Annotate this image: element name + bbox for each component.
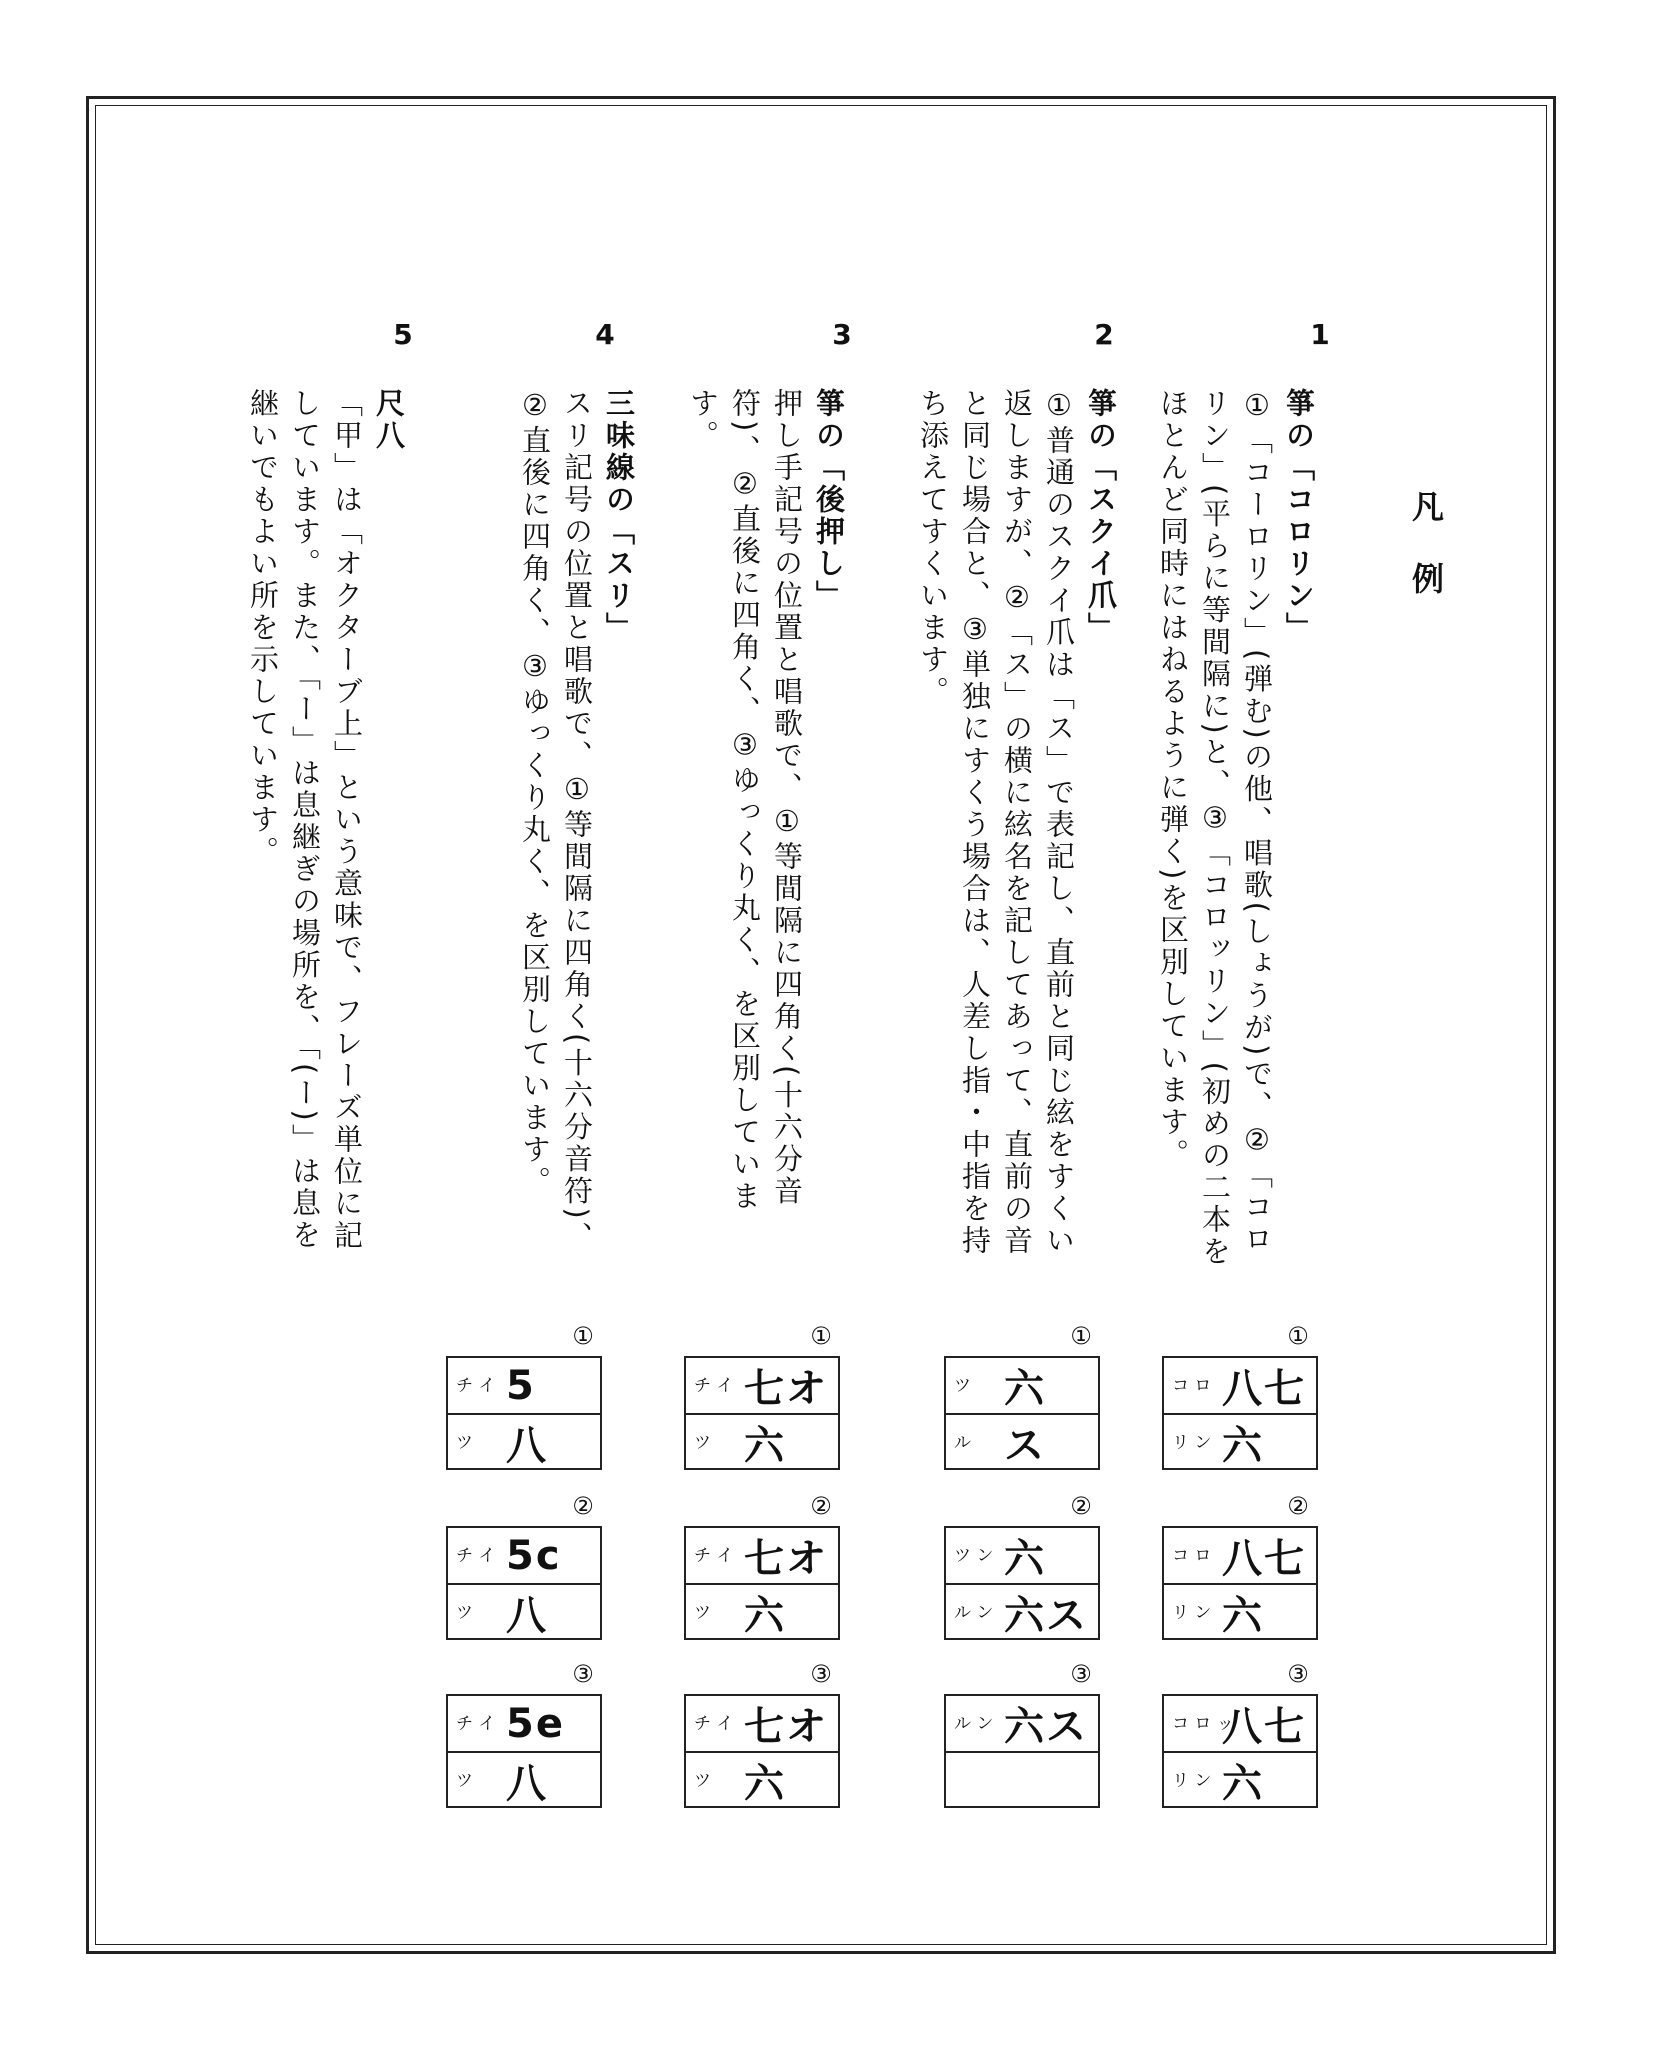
notation-main: 5e <box>506 1700 565 1747</box>
diagram-label: ① <box>1070 1322 1092 1350</box>
diagram-label: ② <box>1287 1492 1309 1520</box>
diagram-box <box>944 1356 1100 1470</box>
notation-main: 七オ <box>744 1704 828 1750</box>
diagram-label: ① <box>810 1322 832 1350</box>
diagram-label: ③ <box>1070 1660 1092 1688</box>
section-body: 「甲」は「オクターブ上」という意味で、フレーズ単位に記しています。また、「ー」は息継ぎの場所を、「(ー)」は息を継いでもよい所を示しています。 <box>246 388 364 1252</box>
syllable-text: リ ン <box>1172 1432 1212 1453</box>
notation-main: 八 <box>506 1761 548 1807</box>
notation-main: 六 <box>1222 1761 1264 1807</box>
notation-main: 七オ <box>744 1536 828 1582</box>
diagram-label: ① <box>1287 1322 1309 1350</box>
notation-main: 六 <box>1004 1536 1046 1582</box>
syllable-text: リ ン <box>1172 1770 1212 1791</box>
notation-main: 八 <box>506 1593 548 1639</box>
syllable-text: チ イ <box>694 1713 734 1734</box>
notation-main: ス <box>1004 1423 1046 1469</box>
diagram-box <box>684 1356 840 1470</box>
section-number-1: 1 <box>1310 318 1330 351</box>
section-5 <box>210 388 410 1268</box>
syllable-text: ツ <box>456 1602 473 1623</box>
syllable-text: ル ン <box>954 1713 994 1734</box>
diagram-box <box>446 1694 602 1808</box>
section-3 <box>686 388 850 1268</box>
syllable-text: チ イ <box>456 1375 496 1396</box>
syllable-text: チ イ <box>694 1545 734 1566</box>
syllable-text: ツ ン <box>954 1545 994 1566</box>
syllable-text: チ イ <box>694 1375 734 1396</box>
notation-main: 八七 <box>1222 1366 1306 1412</box>
diagram-label: ③ <box>810 1660 832 1688</box>
section-heading: 箏の「コロリン」 <box>1282 388 1316 644</box>
syllable-text: ル <box>954 1432 971 1453</box>
notation-main: 六 <box>1004 1366 1046 1412</box>
page-title: 凡例 <box>1407 490 1445 634</box>
syllable-text: コ ロ ッ <box>1172 1713 1234 1734</box>
notation-main: 六 <box>744 1423 786 1469</box>
section-1 <box>1156 388 1320 1268</box>
section-number-4: 4 <box>595 318 615 351</box>
diagram-label: ② <box>572 1492 594 1520</box>
notation-main: 六ス <box>1004 1593 1088 1639</box>
syllable-text: リ ン <box>1172 1602 1212 1623</box>
diagram-box <box>944 1694 1100 1808</box>
syllable-text: ツ <box>456 1770 473 1791</box>
syllable-text: コ ロ <box>1172 1545 1212 1566</box>
syllable-text: ツ <box>694 1602 711 1623</box>
diagram-label: ② <box>1070 1492 1092 1520</box>
syllable-text: チ イ <box>456 1713 496 1734</box>
section-heading: 箏の「スクイ爪」 <box>1084 388 1118 644</box>
section-heading: 三味線の「スリ」 <box>602 388 636 644</box>
section-body: ①普通のスクイ爪は「ス」で表記し、直前と同じ絃をすくい返しますが、②「ス」の横に絃名を記してあって、直前の音と同じ場合と、③単独にすくう場合は、人差し指・中指を持ち添えてすくいます。 <box>916 388 1076 1257</box>
syllable-text: コ ロ <box>1172 1375 1212 1396</box>
diagram-box <box>684 1694 840 1808</box>
section-number-5: 5 <box>393 318 413 351</box>
section-number-3: 3 <box>832 318 852 351</box>
notation-main: 六ス <box>1004 1704 1088 1750</box>
notation-main: 八七 <box>1222 1536 1306 1582</box>
section-heading: 尺八 <box>372 388 406 452</box>
section-body: 押し手記号の位置と唱歌で、①等間隔に四角く(十六分音符)、②直後に四角く、③ゆっくり丸く、を区別しています。 <box>686 388 804 1213</box>
notation-main: 八七 <box>1222 1704 1306 1750</box>
notation-main: 5c <box>506 1532 562 1579</box>
diagram-box <box>1162 1694 1318 1808</box>
syllable-text: ツ <box>456 1432 473 1453</box>
section-body: スリ記号の位置と唱歌で、①等間隔に四角く(十六分音符)、②直後に四角く、③ゆっくり丸く、を区別しています。 <box>518 388 594 1254</box>
diagram-label: ① <box>572 1322 594 1350</box>
syllable-text: ツ <box>954 1375 971 1396</box>
diagram-label: ③ <box>1287 1660 1309 1688</box>
notation-main: 5 <box>506 1362 536 1409</box>
diagram-box <box>446 1526 602 1640</box>
diagram-label: ② <box>810 1492 832 1520</box>
section-body: ①「コーロリン」(弾む)の他、唱歌(しょうが)で、②「コロリン」(平らに等間隔に)と、③「コロッリン」(初めの二本をほとんど同時にはねるように弾く)を区別しています。 <box>1156 388 1274 1268</box>
notation-main: 六 <box>1222 1423 1264 1469</box>
section-2 <box>916 388 1122 1268</box>
section-4 <box>500 388 640 1268</box>
notation-main: 八 <box>506 1423 548 1469</box>
syllable-text: ツ <box>694 1432 711 1453</box>
section-number-2: 2 <box>1094 318 1114 351</box>
notation-main: 六 <box>744 1593 786 1639</box>
notation-main: 六 <box>1222 1593 1264 1639</box>
diagram-box <box>446 1356 602 1470</box>
diagram-label: ③ <box>572 1660 594 1688</box>
notation-main: 七オ <box>744 1366 828 1412</box>
syllable-text: ツ <box>694 1770 711 1791</box>
diagram-box <box>944 1526 1100 1640</box>
notation-main: 六 <box>744 1761 786 1807</box>
section-heading: 箏の「後押し」 <box>812 388 846 612</box>
diagram-box <box>1162 1356 1318 1470</box>
diagram-box <box>1162 1526 1318 1640</box>
diagram-box <box>684 1526 840 1640</box>
syllable-text: ル ン <box>954 1602 994 1623</box>
syllable-text: チ イ <box>456 1545 496 1566</box>
